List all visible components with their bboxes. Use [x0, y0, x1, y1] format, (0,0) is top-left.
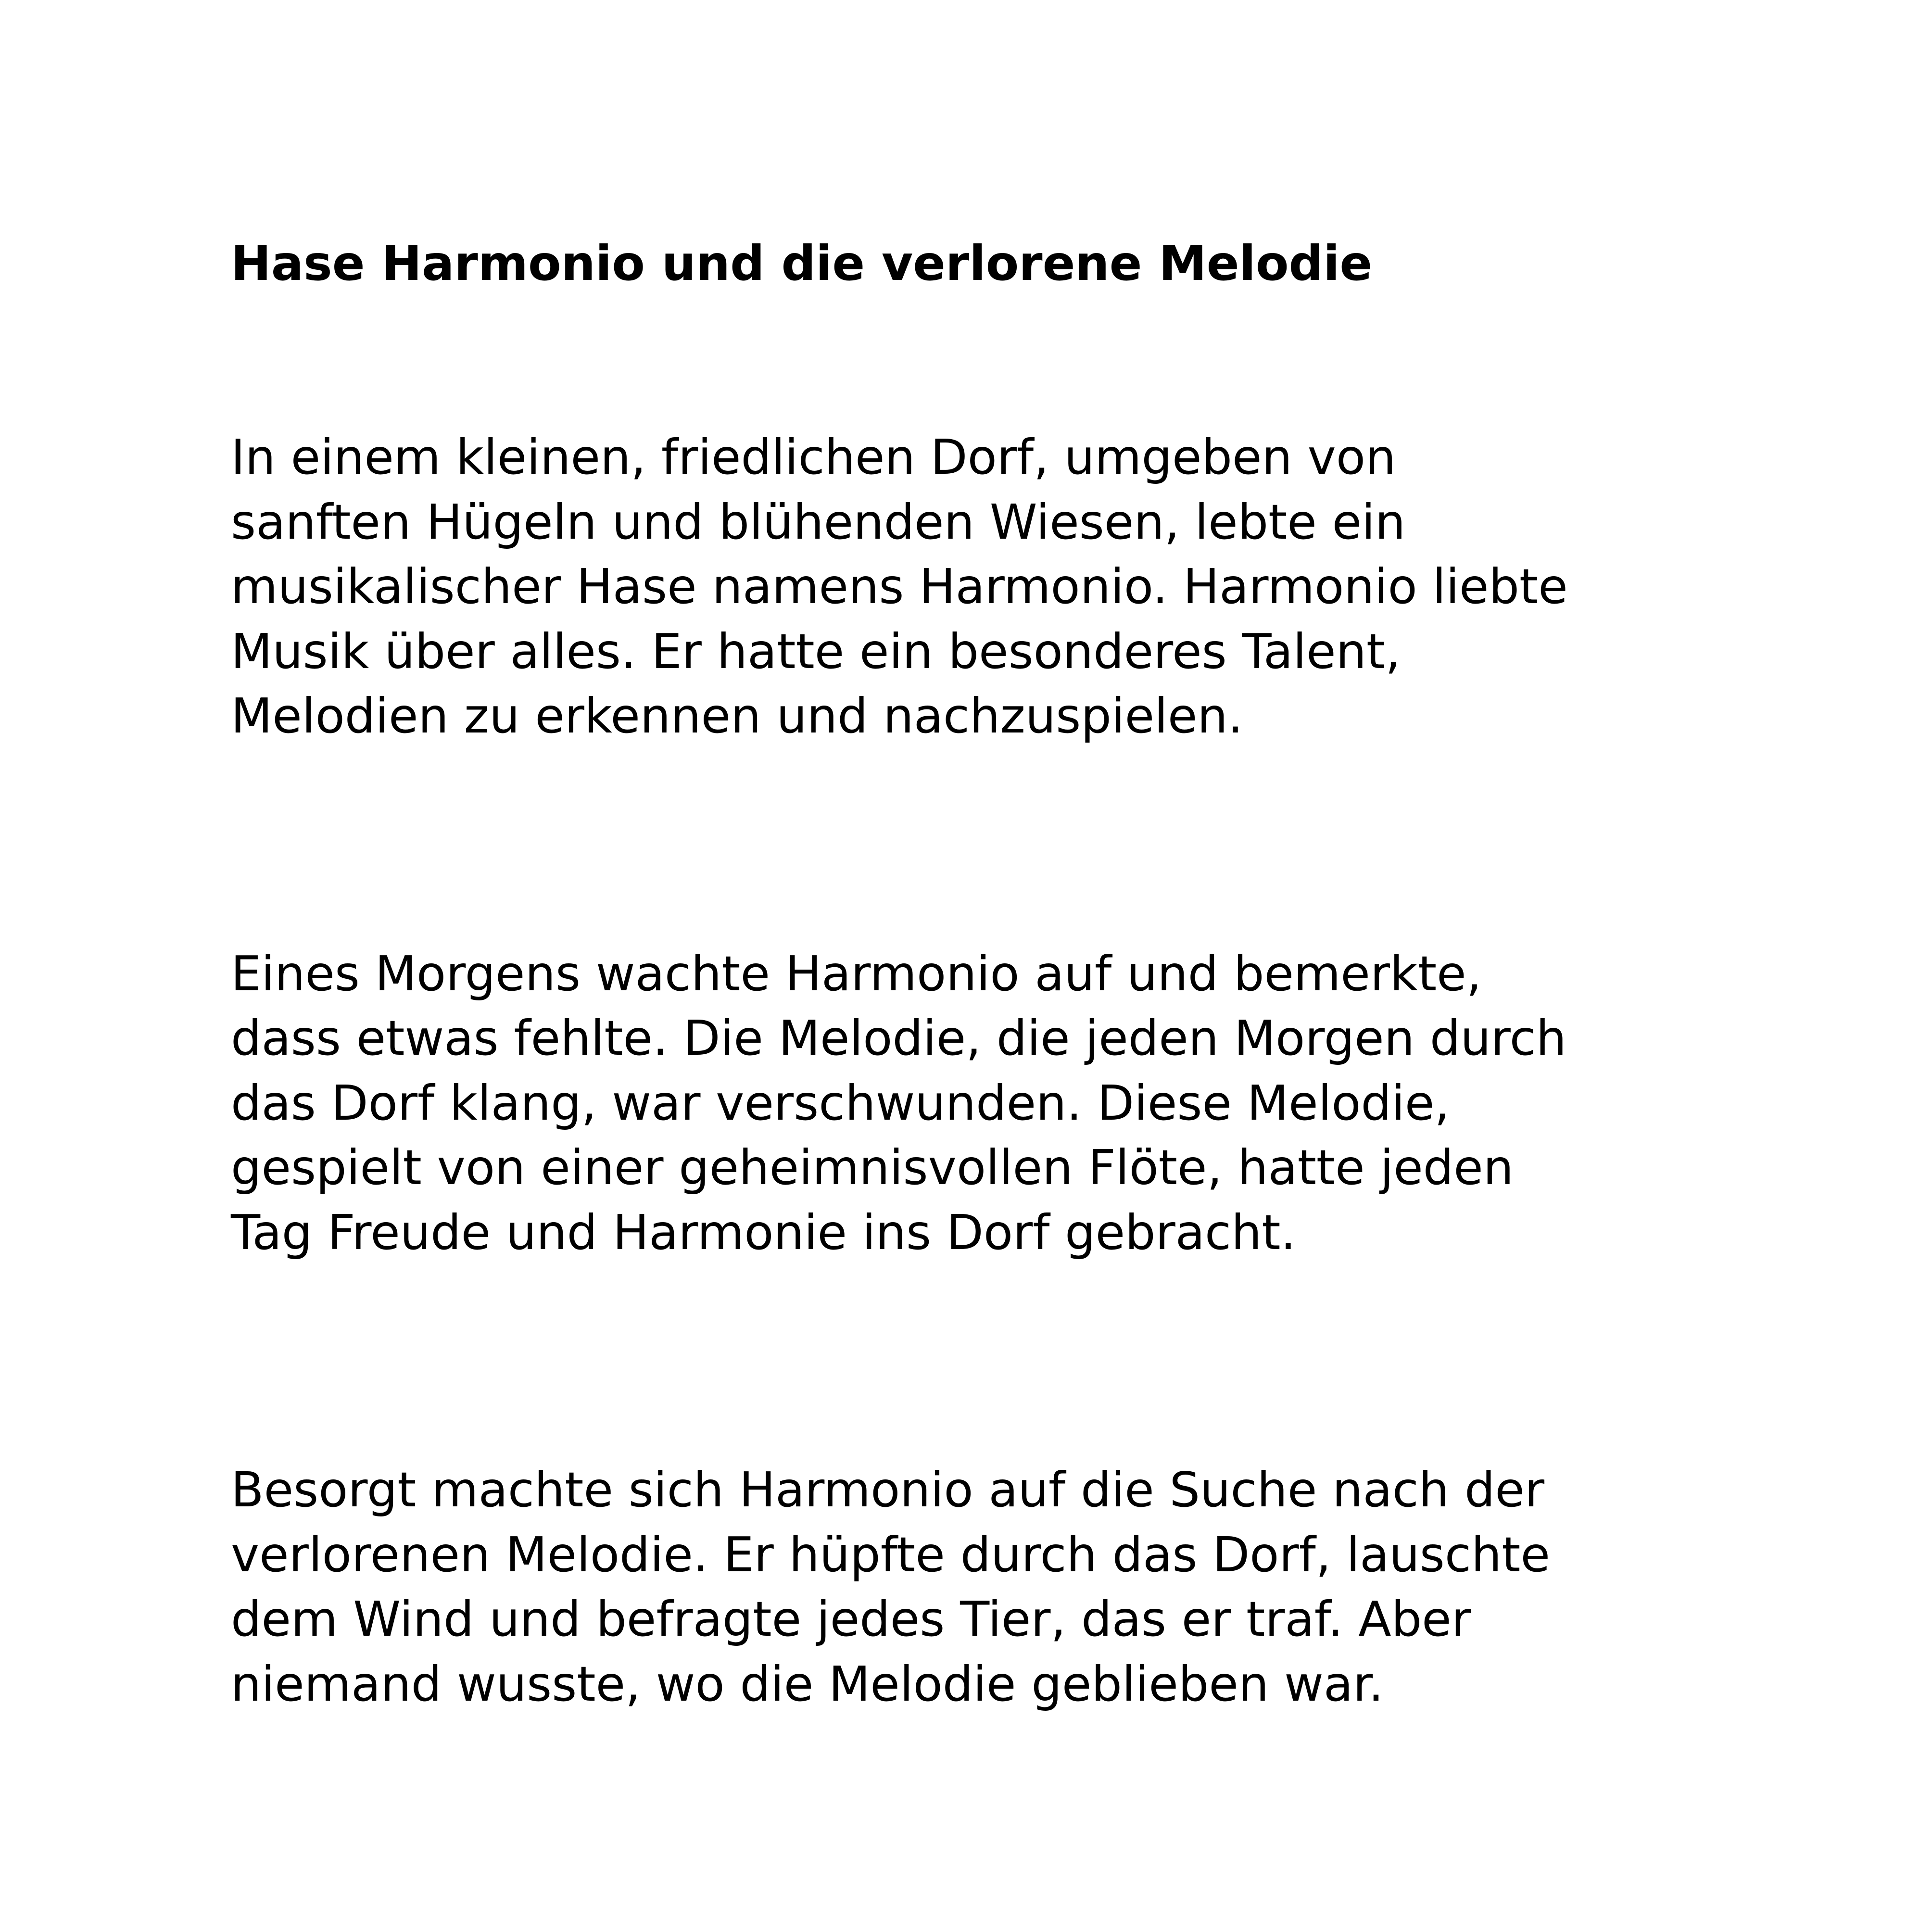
text-line: dass etwas fehlte. Die Melodie, die jeden Morgen durch: [231, 1010, 1567, 1066]
text-line: niemand wusste, wo die Melodie geblieben war.: [231, 1655, 1384, 1712]
text-line: musikalischer Hase namens Harmonio. Harmonio liebte: [231, 558, 1568, 615]
text-line: Besorgt machte sich Harmonio auf die Suche nach der: [231, 1462, 1545, 1518]
text-line: In einem kleinen, friedlichen Dorf, umgeben von: [231, 429, 1396, 485]
text-line: das Dorf klang, war verschwunden. Diese Melodie,: [231, 1074, 1450, 1131]
paragraph-3: [231, 1458, 1746, 1717]
text-line: Tag Freude und Harmonie ins Dorf gebracht.: [231, 1204, 1296, 1261]
text-line: dem Wind und befragte jedes Tier, das er traf. Aber: [231, 1591, 1471, 1647]
story-text: [231, 425, 1746, 1717]
paragraph-2: [231, 942, 1746, 1265]
text-line: sanften Hügeln und blühenden Wiesen, lebte ein: [231, 493, 1406, 550]
document-body: [231, 231, 1746, 1717]
text-line: Eines Morgens wachte Harmonio auf und bemerkte,: [231, 945, 1482, 1002]
paragraph-1: [231, 425, 1746, 749]
text-line: gespielt von einer geheimnisvollen Flöte, hatte jeden: [231, 1139, 1514, 1196]
document-title: Hase Harmonio und die verlorene Melodie: [231, 235, 1373, 291]
text-line: verlorenen Melodie. Er hüpfte durch das Dorf, lauschte: [231, 1526, 1550, 1583]
text-line: Musik über alles. Er hatte ein besonderes Talent,: [231, 623, 1401, 680]
text-line: Melodien zu erkennen und nachzuspielen.: [231, 688, 1243, 744]
